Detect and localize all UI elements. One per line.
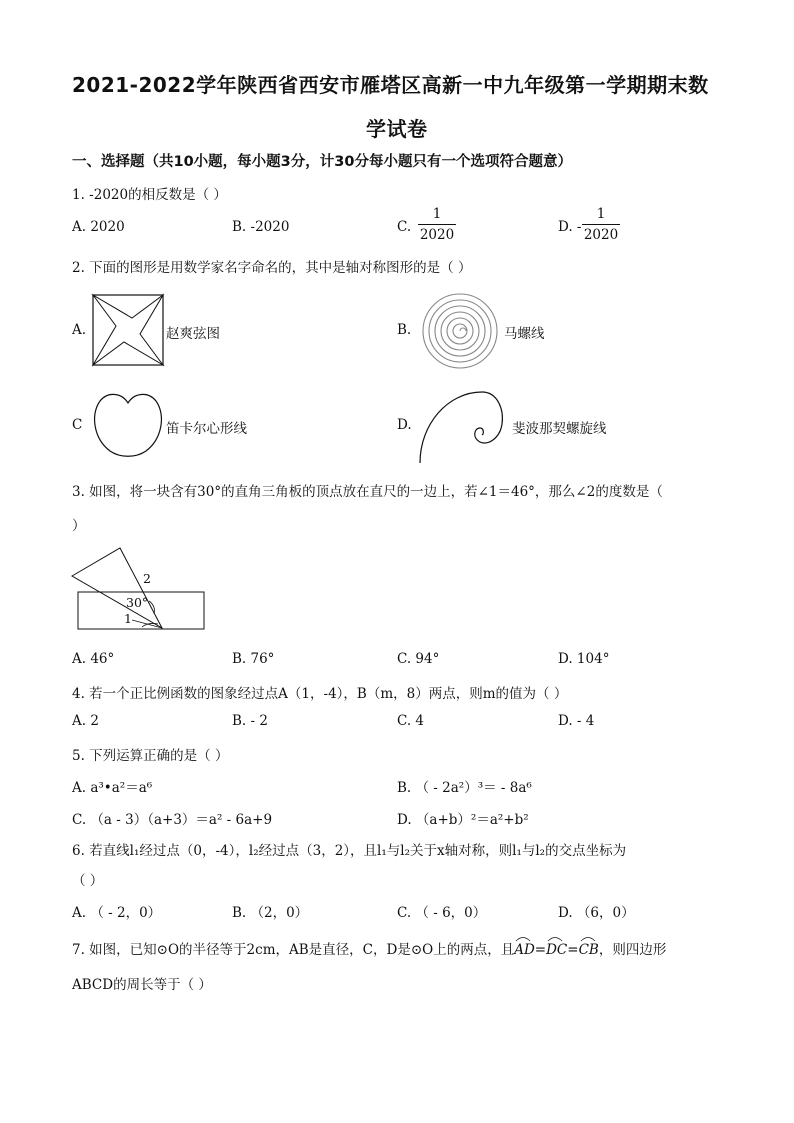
q2-option-b-caption: 马螺线 xyxy=(504,326,545,342)
q6-option-a: A. （ - 2，0） xyxy=(72,905,162,921)
q2-option-a-caption: 赵爽弦图 xyxy=(166,326,220,342)
q7-text-a: 7. 如图，已知⊙O的半径等于2cm，AB是直径，C，D是⊙O上的两点，且 xyxy=(72,942,515,958)
q2-option-c-label: C xyxy=(72,417,83,433)
q2-option-c-caption: 笛卡尔心形线 xyxy=(166,421,247,437)
question-6-stem-line2: （ ） xyxy=(72,873,104,889)
q5-option-b: B. （ - 2a²）³＝ - 8a⁶ xyxy=(397,780,532,796)
q3-option-d: D. 104° xyxy=(558,651,610,667)
question-1-stem: 1. -2020的相反数是（ ） xyxy=(72,187,227,203)
fig-angle-30: 30° xyxy=(126,595,149,610)
fig-angle-1-label: 1 xyxy=(124,611,132,626)
q7-arc-cb: CB xyxy=(579,938,599,958)
q1-option-b: B. -2020 xyxy=(232,219,290,235)
q5-option-d: D. （a+b）²＝a²+b² xyxy=(397,812,529,828)
q6-option-d: D. （6，0） xyxy=(558,905,635,921)
ruler-triangle-diagram xyxy=(70,544,210,636)
q2-option-b-label: B. xyxy=(397,322,412,338)
section-heading: 一、选择题（共10小题，每小题3分，计30分每小题只有一个选项符合题意） xyxy=(72,154,572,170)
q7-arc-ad: AD xyxy=(514,938,535,958)
q7-eq2: = xyxy=(567,942,579,958)
page-title-line2: 学试卷 xyxy=(366,117,428,141)
question-3-stem-line2: ） xyxy=(72,518,86,534)
fibonacci-spiral-diagram xyxy=(418,388,504,464)
q5-option-c: C. （a - 3）（a+3）＝a² - 6a+9 xyxy=(72,812,273,828)
q1-option-c-prefix: C. xyxy=(397,219,412,235)
q4-option-d: D. - 4 xyxy=(558,713,595,729)
question-6-stem-line1: 6. 若直线l₁经过点（0，-4），l₂经过点（3，2），且l₁与l₂关于x轴对称，则l₁与l₂的交点坐标为 xyxy=(72,843,627,859)
q1-option-d-prefix: D. - xyxy=(558,219,582,235)
q3-option-a: A. 46° xyxy=(72,651,115,667)
triangle xyxy=(72,548,162,628)
q7-arc-dc: DC xyxy=(546,938,567,958)
cardioid-diagram xyxy=(92,389,164,459)
q1-c-numerator: 1 xyxy=(432,206,442,222)
q6-option-b: B. （2，0） xyxy=(232,905,309,921)
q7-eq1: = xyxy=(534,942,547,958)
q6-option-c: C. （ - 6，0） xyxy=(397,905,487,921)
question-4-stem: 4. 若一个正比例函数的图象经过点A（1，-4），B（m，8）两点，则m的值为（ ） xyxy=(72,686,568,702)
page-title-line1: 2021-2022学年陕西省西安市雁塔区高新一中九年级第一学期期末数 xyxy=(72,73,709,97)
q2-option-d-label: D. xyxy=(397,417,412,433)
q2-option-a-label: A. xyxy=(72,322,87,338)
q4-option-b: B. - 2 xyxy=(232,713,268,729)
question-7-stem-line2: ABCD的周长等于（ ） xyxy=(72,977,212,993)
question-5-stem: 5. 下列运算正确的是（ ） xyxy=(72,748,229,764)
q4-option-c: C. 4 xyxy=(397,713,425,729)
question-2-stem: 2. 下面的图形是用数学家名字命名的，其中是轴对称图形的是（ ） xyxy=(72,260,472,276)
q7-text-b: ，则四边形 xyxy=(598,942,667,958)
q4-option-a: A. 2 xyxy=(72,713,99,729)
question-3-stem-line1: 3. 如图，将一块含有30°的直角三角板的顶点放在直尺的一边上，若∠1＝46°，那么∠2的度数是（ xyxy=(72,484,663,500)
q1-c-denominator: 2020 xyxy=(419,227,455,243)
zhao-shuang-diagram xyxy=(92,294,164,366)
q1-d-numerator: 1 xyxy=(596,206,606,222)
q5-option-a: A. a³•a²＝a⁶ xyxy=(72,780,153,796)
q1-d-denominator: 2020 xyxy=(583,227,619,243)
q1-option-c-fraction xyxy=(418,206,456,243)
ma-spiral-diagram xyxy=(420,293,500,369)
fig-angle-2-label: 2 xyxy=(143,571,151,586)
question-7-stem-line1 xyxy=(72,938,666,958)
q1-option-d-fraction xyxy=(582,206,620,243)
q2-option-d-caption: 斐波那契螺旋线 xyxy=(512,421,607,437)
q1-option-a: A. 2020 xyxy=(72,219,125,235)
q3-option-b: B. 76° xyxy=(232,651,275,667)
q3-option-c: C. 94° xyxy=(397,651,440,667)
